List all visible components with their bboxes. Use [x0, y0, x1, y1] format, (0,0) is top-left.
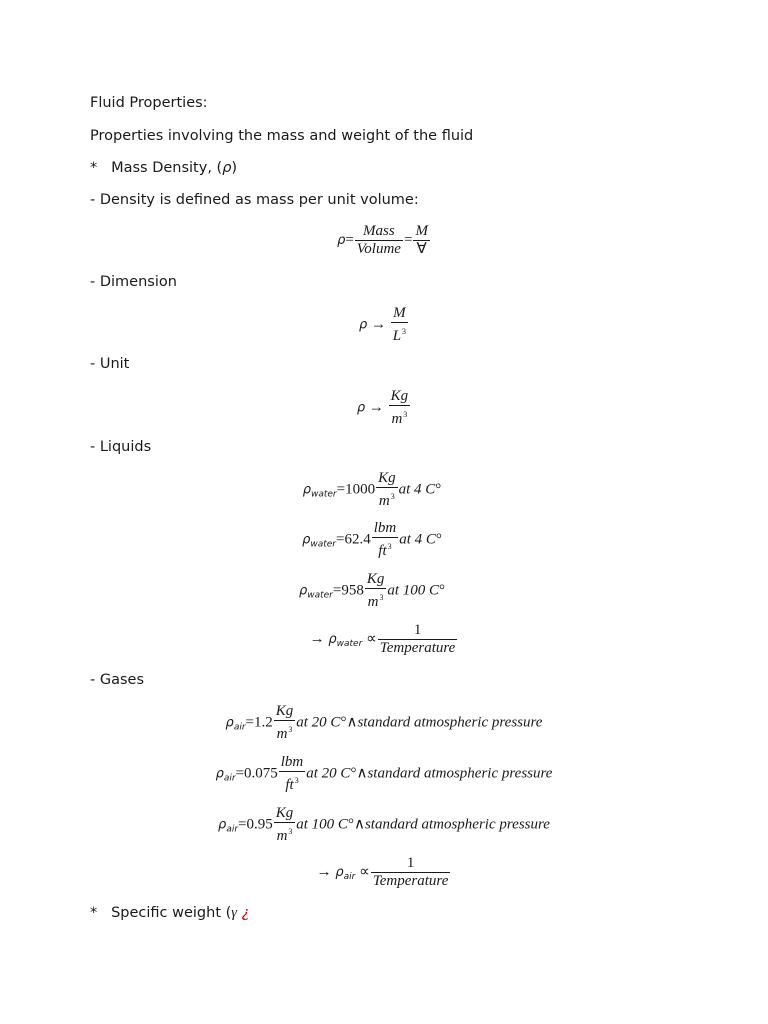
base: m [391, 411, 403, 427]
base: ft [378, 543, 387, 559]
unit-fraction [274, 805, 296, 845]
unit-fraction [372, 520, 399, 560]
condition: at 20 C [296, 714, 341, 731]
unit-equation [0, 388, 768, 428]
base: m [378, 493, 390, 509]
m-over-volume-fraction [413, 223, 430, 258]
numerator: 1 [406, 855, 415, 871]
proportional-symbol: ∝ [366, 630, 377, 647]
equals-sign: = [238, 816, 247, 833]
unit-fraction [274, 703, 296, 743]
denominator [372, 537, 399, 560]
base: m [276, 726, 288, 742]
density-definition: - Density is defined as mass per unit volume: [90, 192, 419, 208]
numerator: M [415, 223, 428, 239]
rho-symbol: ρ [328, 631, 337, 647]
numerator: Mass [363, 223, 395, 239]
numerator: Kg [378, 470, 396, 486]
subscript: water [310, 539, 336, 550]
condition: at 100 C [387, 582, 440, 599]
unit-fraction [389, 388, 411, 428]
unit-fraction [376, 470, 398, 510]
heading: Fluid Properties: [90, 95, 208, 111]
exponent: 3 [402, 327, 407, 336]
gases-label: - Gases [90, 672, 144, 688]
exponent: 3 [379, 593, 384, 602]
condition: at 4 C [399, 531, 436, 548]
numerator: Kg [366, 571, 385, 587]
density-value: 1.2 [254, 714, 273, 731]
unit-label: - Unit [90, 356, 130, 372]
dimension-fraction [391, 305, 408, 345]
rho-symbol: ρ [356, 400, 366, 416]
liquid-equation [0, 571, 756, 611]
unit-fraction [365, 571, 387, 611]
bullet-marker: * [90, 905, 98, 921]
subscript: air [226, 824, 239, 835]
inverse-temperature-fraction [378, 622, 458, 657]
water-proportional-equation [0, 622, 768, 657]
subscript: water [307, 590, 333, 601]
rho-symbol: ρ [222, 160, 232, 176]
mass-over-volume-fraction [355, 223, 403, 258]
inverse-temperature-fraction [371, 855, 451, 890]
arrow-icon: → [309, 630, 325, 647]
mass-density-label: Mass Density, ( [111, 160, 223, 176]
subscript: air [343, 871, 356, 882]
degree-symbol: ° [435, 481, 442, 498]
denominator: Temperature [372, 873, 449, 889]
condition: at 4 C [398, 481, 436, 498]
liquids-label: - Liquids [90, 439, 152, 455]
proportional-symbol: ∝ [359, 863, 370, 880]
degree-symbol: ° [350, 765, 357, 782]
subscript: water [336, 638, 363, 649]
and-symbol: ∧ [353, 816, 365, 833]
equals-sign: = [235, 765, 245, 782]
rho-symbol: ρ [215, 766, 224, 782]
denominator [391, 322, 408, 345]
degree-symbol: ° [340, 714, 347, 731]
density-value: 958 [341, 582, 364, 599]
gamma-symbol: γ [231, 905, 237, 921]
density-equation [0, 223, 768, 258]
density-value: 0.95 [246, 816, 273, 833]
base: ft [285, 777, 294, 793]
pressure-condition: standard atmospheric pressure [364, 816, 550, 833]
exponent: 3 [294, 776, 299, 785]
specific-weight-label: Specific weight ( [111, 905, 232, 921]
rho-symbol: ρ [218, 817, 227, 833]
degree-symbol: ° [435, 531, 442, 548]
degree-symbol: ° [347, 816, 354, 833]
pressure-condition: standard atmospheric pressure [367, 765, 553, 782]
base: m [276, 828, 288, 844]
base: m [367, 594, 379, 610]
and-symbol: ∧ [346, 714, 358, 731]
close-paren: ) [231, 160, 238, 176]
exponent: 3 [288, 725, 293, 734]
rho-symbol: ρ [358, 317, 368, 333]
rho-symbol: ρ [302, 482, 311, 498]
arrow-icon: → [316, 863, 332, 880]
denominator [279, 771, 306, 794]
numerator: Kg [275, 805, 294, 821]
gas-equation [0, 805, 768, 845]
degree-symbol: ° [439, 582, 446, 599]
rho-symbol: ρ [302, 532, 311, 548]
equals-sign: = [245, 714, 254, 731]
numerator: Kg [390, 388, 409, 404]
exponent: 3 [403, 410, 408, 419]
subscript: air [233, 722, 246, 733]
numerator: lbm [280, 754, 304, 770]
denominator: ∀ [413, 240, 430, 258]
subscript: air [223, 773, 236, 784]
arrow-icon: → [370, 316, 386, 333]
rho-symbol: ρ [298, 583, 308, 599]
arrow-icon: → [368, 399, 384, 416]
denominator [274, 720, 296, 743]
denominator [365, 588, 387, 611]
exponent: 3 [387, 542, 392, 551]
rho-symbol: ρ [225, 715, 234, 731]
equals-sign: = [345, 231, 354, 248]
intro-text: Properties involving the mass and weight of the fluid [90, 128, 474, 144]
exponent: 3 [288, 827, 293, 836]
numerator: Kg [275, 703, 294, 719]
rho-symbol: ρ [337, 232, 346, 248]
density-value: 1000 [345, 481, 376, 498]
denominator [376, 487, 398, 510]
numerator: M [393, 305, 406, 321]
condition: at 20 C [306, 765, 351, 782]
denominator [274, 822, 296, 845]
condition: at 100 C [296, 816, 348, 833]
liquid-equation [0, 520, 756, 560]
air-proportional-equation [0, 855, 768, 890]
gas-equation [0, 703, 768, 743]
specific-weight-bullet [90, 905, 249, 922]
and-symbol: ∧ [356, 765, 368, 782]
equals-sign: = [332, 582, 342, 599]
pressure-condition: standard atmospheric pressure [357, 714, 543, 731]
denominator: Temperature [379, 640, 456, 656]
density-value: 0.075 [244, 765, 278, 782]
exponent: 3 [390, 492, 395, 501]
denominator [389, 405, 411, 428]
rho-symbol: ρ [335, 864, 344, 880]
dimension-label: - Dimension [90, 274, 177, 290]
equals-sign: = [403, 231, 413, 248]
numerator: lbm [373, 520, 397, 536]
base: L [392, 328, 402, 344]
unit-fraction [279, 754, 306, 794]
equals-sign: = [336, 531, 345, 548]
liquid-equation [0, 470, 756, 510]
equals-sign: = [336, 481, 346, 498]
gas-equation [0, 754, 768, 794]
denominator: Volume [356, 241, 401, 257]
mass-density-bullet [90, 160, 237, 176]
unknown-glyph: ¿ [241, 905, 250, 921]
numerator: 1 [413, 622, 422, 638]
bullet-marker: * [90, 160, 98, 176]
dimension-equation [0, 305, 768, 345]
density-value: 62.4 [344, 531, 371, 548]
subscript: water [310, 489, 337, 500]
